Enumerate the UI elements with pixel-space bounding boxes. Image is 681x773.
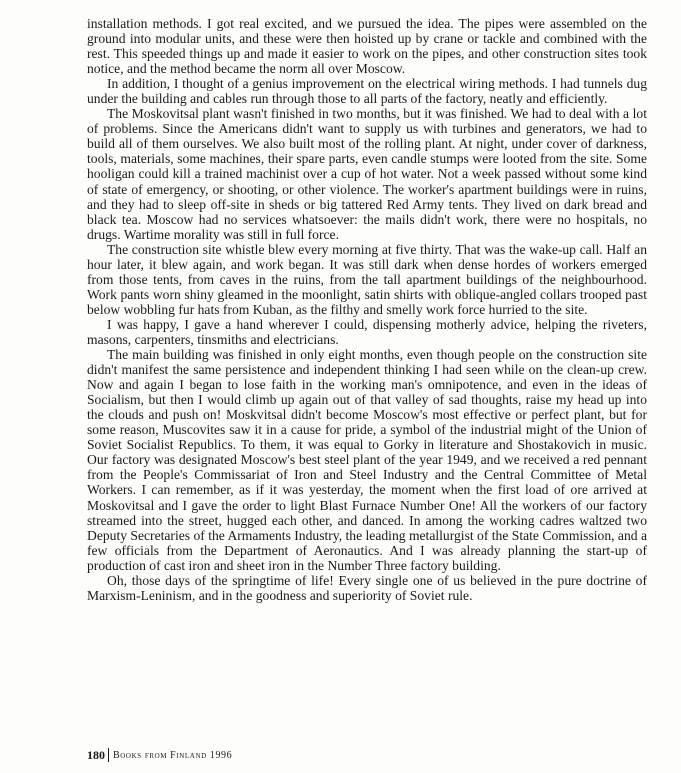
paragraph-6: The main building was finished in only eight months, even though people on the construction site didn't manifest the same persistence and independent thinking I had seen while on the clean-up crew. Now and again I began to lose faith in the working man's omnipotence, and even in the ideas of Socialism, but then I would climb up again out of that valley of sad thoughts, raise my head up into the clouds and push on! Moskvitsal didn't become Moscow's most effective or perfect plant, but for some reason, Muscovites saw it in a cause for pride, a symbol of the industrial might of the Union of Soviet Socialist Republics. To them, it was equal to Gorky in literature and Shostakovich in music. Our factory was designated Moscow's best steel plant of the year 1949, and we received a red pennant from the People's Commissariat of Iron and Steel Industry and the Central Committee of Metal Workers. I can remember, as if it was yesterday, the moment when the first load of ore arrived at Moskovitsal and I gave the order to light Blast Furnace Number One! All the workers of our factory streamed into the street, hugged each other, and danced. In among the working cadres waltzed two Deputy Secretaries of the Armaments Industry, the leading metallurgist of the State Commission, and a few officials from the Department of Aeronautics. And I was already planning the start-up of production of cast iron and sheet iron in the Number Three factory building. (87, 347, 647, 573)
paragraph-2: In addition, I thought of a genius improvement on the electrical wiring methods. I had tunnels dug under the building and cables run through those to all parts of the factory, neatly and efficiently. (87, 76, 647, 107)
page-number: 180 (87, 748, 109, 762)
running-title: Books from Finland 1996 (113, 749, 233, 761)
paragraph-4: The construction site whistle blew every morning at five thirty. That was the wake-up call. Half an hour later, it blew again, and work began. It was still dark when dense hordes of workers emerged from those tents, from caves in the ruins, from the tall apartment buildings of the neighbourhood. Work pants worn shiny gleamed in the moonlight, satin shirts with oblique-angled collars trooped past below wobbling fur hats from Kuban, as the filthy and smelly work force hurried to the site. (87, 241, 647, 317)
paragraph-7: Oh, those days of the springtime of life! Every single one of us believed in the pure doctrine of Marxism-Leninism, and in the goodness and superiority of Soviet rule. (87, 572, 647, 603)
paragraph-3: The Moskovitsal plant wasn't finished in two months, but it was finished. We had to deal with a lot of problems. Since the Americans didn't want to supply us with turbines and generators, we had to build all of them ourselves. We also built most of the rolling plant. At night, under cover of darkness, tools, materials, some machines, their spare parts, even candle stumps were looted from the site. Some hooligan could kill a trained machinist over a cup of hot water. Not a week passed without some kind of state of emergency, or shooting, or other violence. The worker's apartment buildings were in ruins, and they had to sleep off-site in sheds or big tattered Red Army tents. They lived on dark bread and black tea. Moscow had no services whatsoever: the mails didn't work, there were no hospitals, no drugs. Wartime morality was still in full force. (87, 106, 647, 242)
paragraph-5: I was happy, I gave a hand wherever I could, dispensing motherly advice, helping the riveters, masons, carpenters, tinsmiths and electricians. (87, 316, 647, 347)
page-footer (87, 748, 232, 762)
body-text (87, 16, 647, 603)
paragraph-1: installation methods. I got real excited, and we pursued the idea. The pipes were assembled on the ground into modular units, and these were then hoisted up by crane or tackle and combined with the rest. This speeded things up and made it easier to work on the pipes, and other construction sites took notice, and the method became the norm all over Moscow. (87, 16, 647, 77)
